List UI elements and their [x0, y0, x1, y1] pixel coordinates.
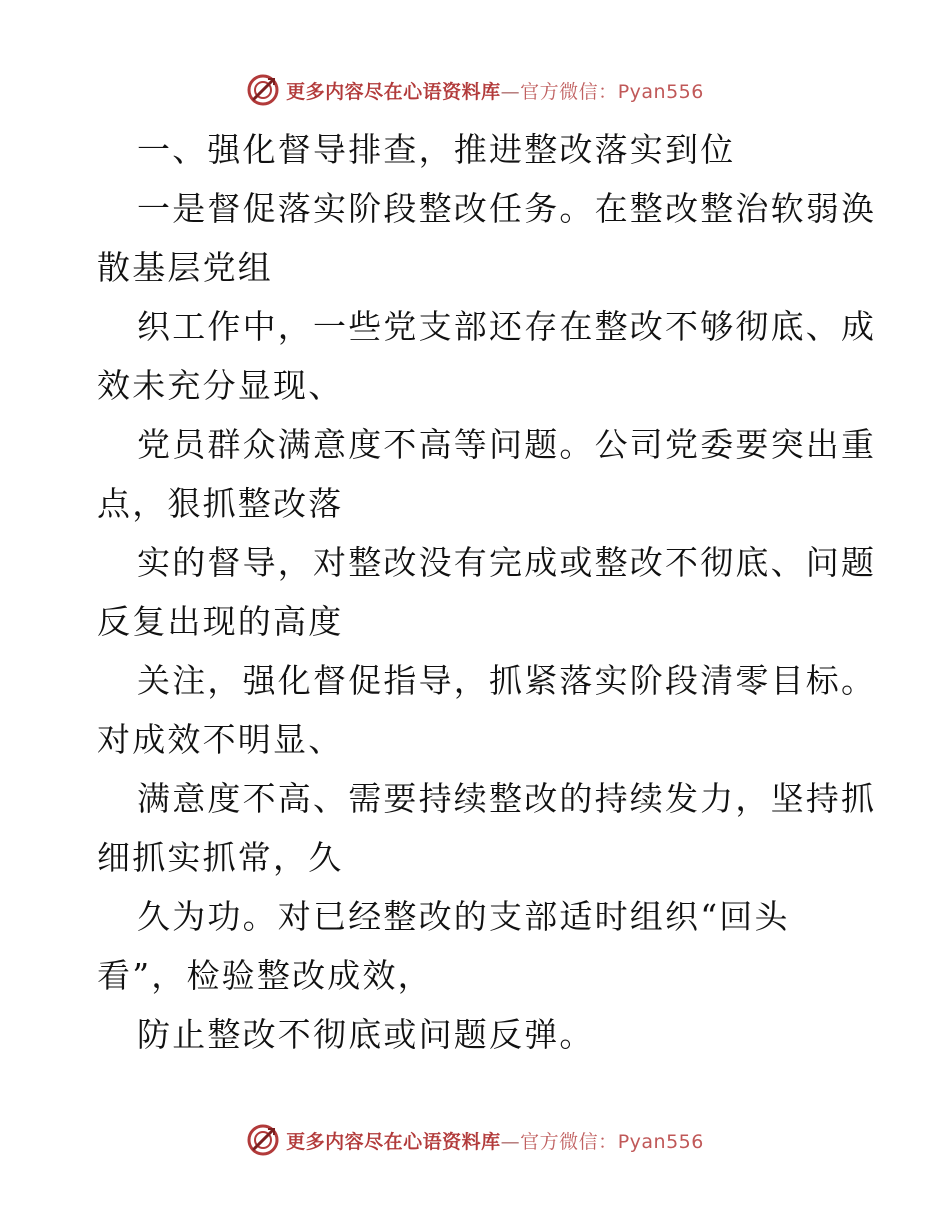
banner-wechat-label: 官方微信：	[520, 80, 618, 103]
section-heading: 一、强化督导排查，推进整改落实到位	[137, 130, 736, 169]
text-line: 点，狠抓整改落	[97, 484, 344, 523]
banner-separator: —	[500, 1130, 521, 1153]
banner-text	[286, 77, 704, 104]
banner-site-text: 更多内容尽在心语资料库	[286, 80, 501, 103]
brand-logo-icon	[246, 73, 280, 107]
text-line: 防止整改不彻底或问题反弹。	[137, 1015, 595, 1054]
brand-logo-icon	[246, 1123, 280, 1157]
header-banner	[0, 70, 950, 110]
text-line: 反复出现的高度	[97, 602, 344, 641]
banner-account: Pyan556	[617, 1130, 704, 1153]
banner-account: Pyan556	[617, 80, 704, 103]
text-line: 细抓实抓常，久	[97, 838, 344, 877]
text-line: 关注，强化督促指导，抓紧落实阶段清零目标。	[137, 661, 877, 700]
text-line: 对成效不明显、	[97, 720, 344, 759]
banner-text	[286, 1127, 704, 1154]
text-line: 满意度不高、需要持续整改的持续发力，坚持抓	[137, 779, 877, 818]
text-line: 看”，检验整改成效，	[97, 956, 433, 995]
banner-separator: —	[500, 80, 521, 103]
text-line: 散基层党组	[97, 248, 273, 287]
footer-banner	[0, 1120, 950, 1160]
banner-wechat-label: 官方微信：	[520, 1130, 618, 1153]
banner-site-text: 更多内容尽在心语资料库	[286, 1130, 501, 1153]
document-body	[97, 120, 877, 1064]
text-line: 效未充分显现、	[97, 366, 344, 405]
text-line: 实的督导，对整改没有完成或整改不彻底、问题	[137, 543, 877, 582]
text-line: 久为功。对已经整改的支部适时组织“回头	[137, 897, 790, 936]
text-line: 织工作中，一些党支部还存在整改不够彻底、成	[137, 307, 877, 346]
text-line: 一是督促落实阶段整改任务。在整改整治软弱涣	[137, 189, 877, 228]
text-line: 党员群众满意度不高等问题。公司党委要突出重	[137, 425, 877, 464]
